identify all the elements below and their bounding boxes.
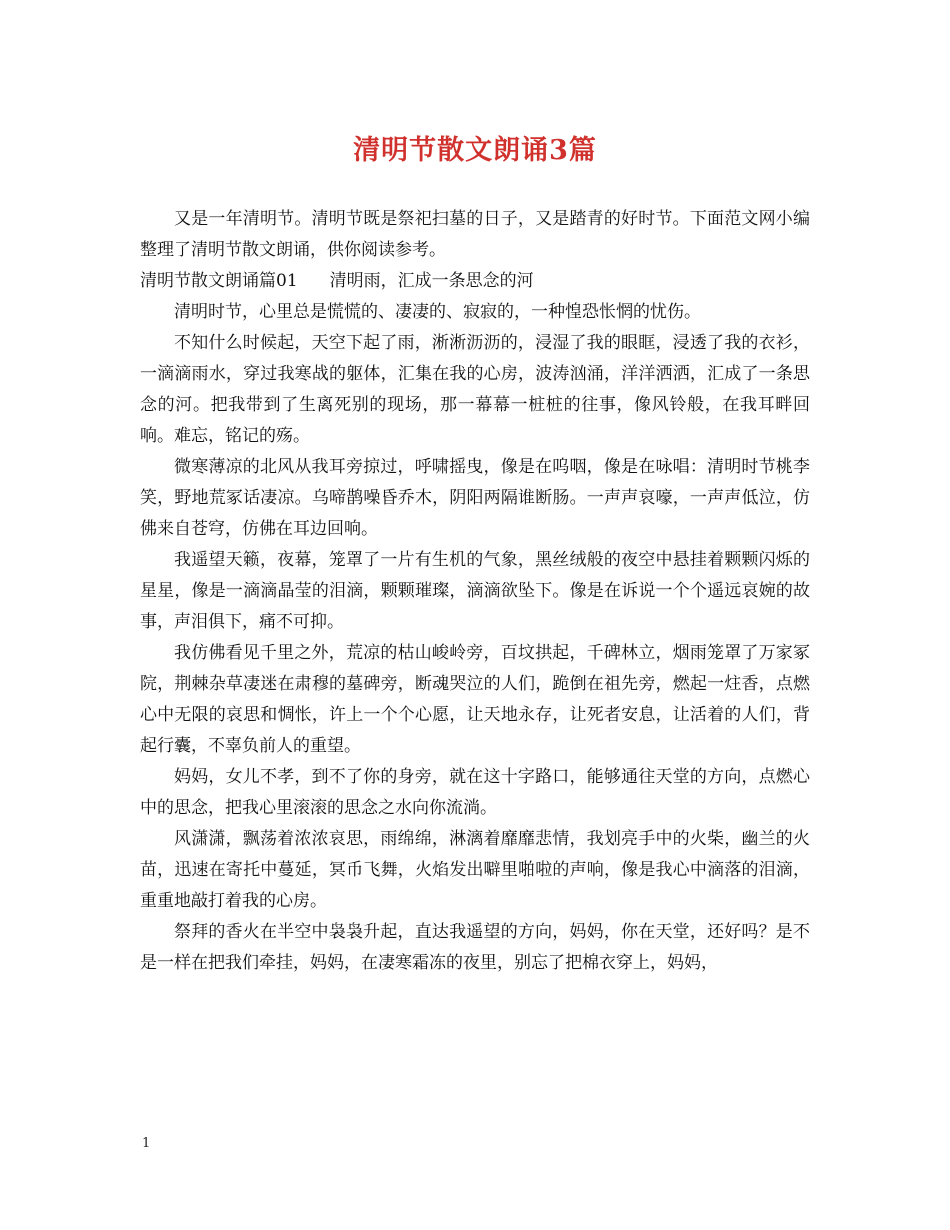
section-subtitle: 清明雨，汇成一条思念的河 [329, 271, 534, 291]
document-title: 清明节散文朗诵3篇 [353, 135, 597, 166]
body-paragraph: 我仿佛看见千里之外，荒凉的枯山峻岭旁，百坟拱起，千碑林立，烟雨笼罩了万家冢院，荆棘杂草凄迷在肃穆的墓碑旁，断魂哭泣的人们，跪倒在祖先旁，燃起一炷香，点燃心中无限的哀思和惆怅，许上一个个心愿，让天地永存，让死者安息，让活着的人们，背起行囊，不辜负前人的重望。 [140, 643, 810, 756]
body-paragraph: 祭拜的香火在半空中袅袅升起，直达我遥望的方向，妈妈，你在天堂，还好吗？是不是一样在把我们牵挂，妈妈，在凄寒霜冻的夜里，别忘了把棉衣穿上，妈妈， [140, 922, 810, 973]
body-paragraph: 妈妈，女儿不孝，到不了你的身旁，就在这十字路口，能够通往天堂的方向，点燃心中的思念，把我心里滚滚的思念之水向你流淌。 [140, 767, 810, 818]
body-paragraph: 清明时节，心里总是慌慌的、凄凄的、寂寂的，一种惶恐怅惘的忧伤。 [174, 302, 701, 322]
section-label: 清明节散文朗诵篇01 [140, 271, 298, 291]
intro-paragraph: 又是一年清明节。清明节既是祭祀扫墓的日子，又是踏青的好时节。下面范文网小编整理了清明节散文朗诵，供你阅读参考。 [140, 209, 810, 260]
body-paragraph: 风潇潇，飘荡着浓浓哀思，雨绵绵，淋漓着靡靡悲情，我划亮手中的火柴，幽兰的火苗，迅速在寄托中蔓延，冥币飞舞，火焰发出噼里啪啦的声响，像是我心中滴落的泪滴，重重地敲打着我的心房。 [140, 829, 810, 911]
section-heading [140, 266, 810, 297]
page-number: 1 [142, 1136, 151, 1151]
body-paragraph: 微寒薄凉的北风从我耳旁掠过，呼啸摇曳，像是在呜咽，像是在咏唱：清明时节桃李笑，野地荒冢话凄凉。乌啼鹊噪昏乔木，阴阳两隔谁断肠。一声声哀嚎，一声声低泣，仿佛来自苍穹，仿佛在耳边回响。 [140, 457, 810, 539]
body-paragraph: 不知什么时候起，天空下起了雨，淅淅沥沥的，浸湿了我的眼眶，浸透了我的衣衫，一滴滴雨水，穿过我寒战的躯体，汇集在我的心房，波涛汹涌，洋洋洒洒，汇成了一条思念的河。把我带到了生离死别的现场，那一幕幕一桩桩的往事，像风铃般，在我耳畔回响。难忘，铭记的殇。 [140, 333, 810, 446]
document-body [140, 204, 810, 979]
body-paragraph: 我遥望天籁，夜幕，笼罩了一片有生机的气象，黑丝绒般的夜空中悬挂着颗颗闪烁的星星，像是一滴滴晶莹的泪滴，颗颗璀璨，滴滴欲坠下。像是在诉说一个个遥远哀婉的故事，声泪俱下，痛不可抑。 [140, 550, 810, 632]
